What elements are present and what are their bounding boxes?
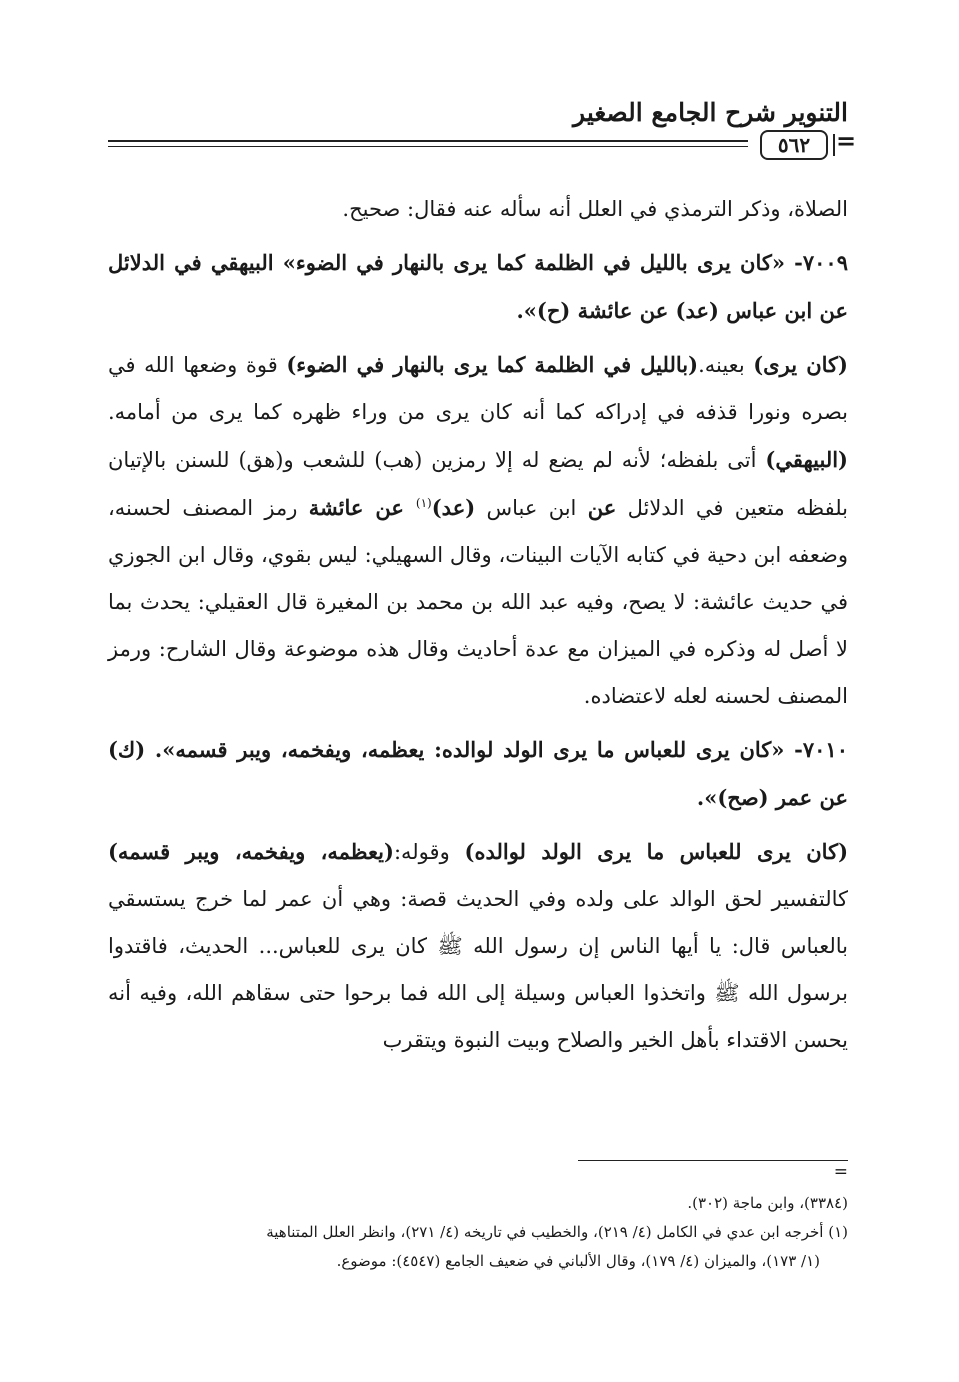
- book-title: التنوير شرح الجامع الصغير: [573, 98, 848, 127]
- text-paragraph: [108, 186, 848, 233]
- bold-span: (البيهقي): [765, 447, 848, 472]
- header-rule-top: [108, 140, 748, 142]
- text-span: كالتفسير لحق الوالد على ولده وفي الحديث قصة: وهي أن عمر لما خرج يستسقي بالعباس قال: يا أيها الناس إن رسول الله ﷺ كان يرى للعباس... الحديث، فاقتدوا برسول الله ﷺ واتخذوا العباس وسيلة إلى الله فما برحوا حتى سقاهم الله، وفيه أنه يحسن الاقتداء بأهل الخير والصلاح وبيت النبوة ويتقرب: [108, 887, 848, 1052]
- footnote-equals-mark: =: [833, 1162, 848, 1182]
- commentary-paragraph: [108, 828, 848, 1064]
- text-span: قوة وضعها الله في بصره ونورا قذفه في إدراكه كما أنه كان يرى من وراء ظهره كما يرى من أمامه.: [108, 353, 848, 424]
- bold-span: (بالليل في الظلمة كما يرى بالنهار في الضوء): [286, 352, 699, 377]
- footnote-1-line-1: (١) أخرجه ابن عدي في الكامل (٤/ ٢١٩)، والخطيب في تاريخه (٤/ ٢٧١)، وانظر العلل المتناهية: [266, 1223, 848, 1241]
- commentary-paragraph: [108, 341, 848, 720]
- bold-span: (يعظمه، ويفخمه، ويبر قسمه): [108, 839, 394, 864]
- bold-span: ٧٠٠٩- «كان يرى بالليل في الظلمة كما يرى بالنهار في الضوء» البيهقي في الدلائل عن ابن عباس (عد) عن عائشة (ح)».: [108, 250, 848, 323]
- footnote-continuation: (٣٣٨٤)، وابن ماجة (٣٠٢).: [687, 1194, 848, 1212]
- text-span: الصلاة، وذكر الترمذي في العلل أنه سأله عنه فقال: صحيح.: [342, 197, 848, 221]
- footnote-marker: (١): [415, 496, 432, 510]
- running-header: [108, 96, 857, 166]
- main-text: [108, 186, 848, 1064]
- header-equals-mark: =: [836, 126, 857, 155]
- footnote-1-line-2: (١/ ١٧٣)، والميزان (٤/ ١٧٩)، وقال الألباني في ضعيف الجامع (٤٥٤٧): موضوع.: [336, 1252, 820, 1270]
- text-span: وقوله:: [393, 840, 465, 864]
- hadith-entry: [108, 726, 848, 822]
- text-span: أتى بلفظه؛ لأنه لم يضع له إلا رمزين (هب) للشعب و(هق) للسنن بالإتيان بلفظه متعين في الدلائل: [108, 448, 849, 520]
- bold-span: ٧٠١٠- «كان يرى للعباس ما يرى الولد لوالده: يعظمه، ويفخمه، ويبر قسمه». (ك) عن عمر (صح)».: [108, 737, 848, 810]
- footnote-area: [108, 1160, 848, 1276]
- bold-span: (كان يرى للعباس ما يرى الولد لوالده): [464, 839, 849, 864]
- page-number: ٥٦٢: [760, 130, 828, 160]
- bold-span: عن عائشة: [308, 495, 416, 520]
- hadith-entry: [108, 239, 848, 335]
- bold-span: (عد): [431, 495, 476, 520]
- bold-span: (كان يرى): [753, 352, 848, 377]
- bold-span: عن: [587, 495, 617, 520]
- text-span: رمز المصنف لحسنه، وضعفه ابن دحية في كتابه الآيات البينات، وقال السهيلي: ليس بقوي، وقال ابن الجوزي في حديث عائشة: لا يصح، وفيه عبد الله بن محمد بن المغيرة قال العقيلي: يحدث بما لا أصل له وذكره في الميزان مع عدة أحاديث وقال هذه موضوعة وقال الشارح: ورمز المصنف لحسنه لعله لاعتضاده.: [108, 496, 848, 708]
- text-span: بعينه.: [698, 353, 754, 377]
- header-rule-bottom: [108, 146, 748, 147]
- text-span: ابن عباس: [475, 496, 588, 520]
